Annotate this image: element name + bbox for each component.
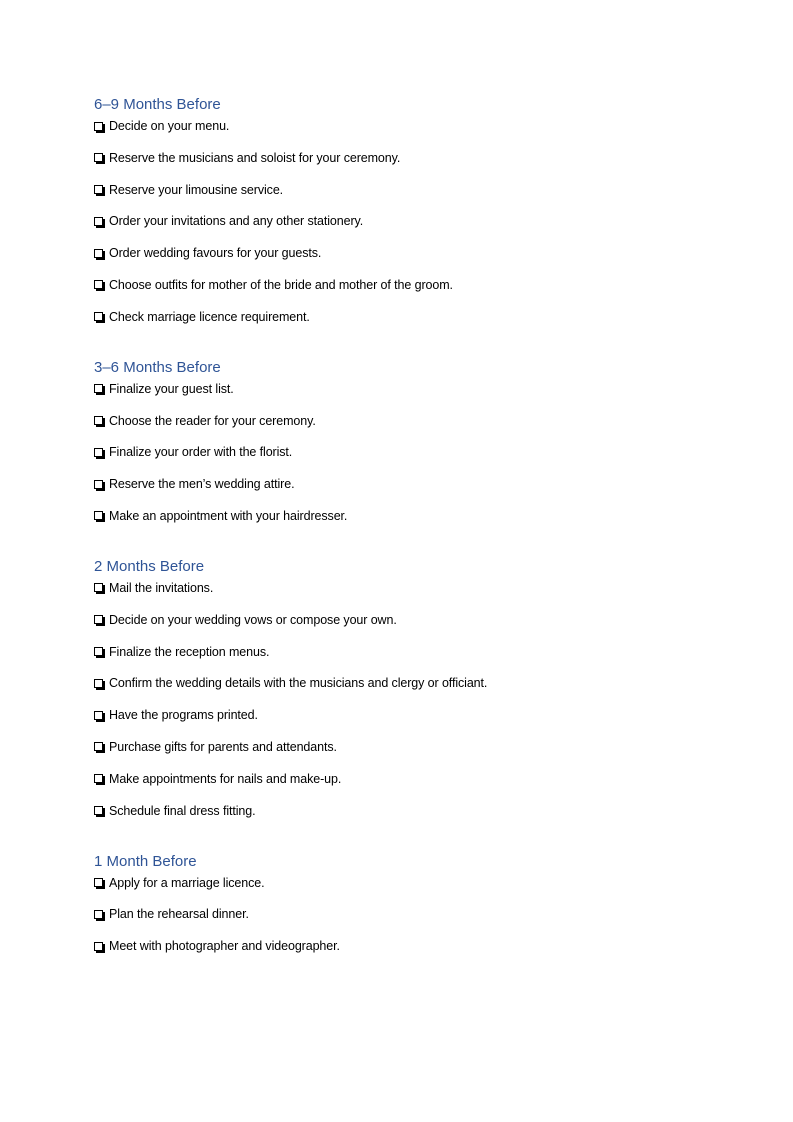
checklist-item bbox=[94, 118, 714, 134]
checklist-item-text: Order your invitations and any other stationery. bbox=[109, 214, 364, 229]
checkbox-icon bbox=[94, 806, 103, 815]
checklist-item bbox=[94, 444, 714, 460]
checklist-item-text: Mail the invitations. bbox=[109, 580, 214, 595]
checklist-item bbox=[94, 476, 714, 492]
checkbox-icon bbox=[94, 511, 103, 520]
checkbox-icon bbox=[94, 122, 103, 131]
checklist-item-text: Finalize the reception menus. bbox=[109, 644, 270, 659]
checklist-item bbox=[94, 707, 714, 723]
section-6-9-months bbox=[94, 95, 714, 325]
checkbox-icon bbox=[94, 742, 103, 751]
checklist-item bbox=[94, 381, 714, 397]
checklist-item bbox=[94, 906, 714, 922]
checklist-item bbox=[94, 309, 714, 325]
checkbox-icon bbox=[94, 647, 103, 656]
checklist-item bbox=[94, 644, 714, 660]
checkbox-icon bbox=[94, 448, 103, 457]
checklist-item bbox=[94, 675, 714, 691]
checkbox-icon bbox=[94, 480, 103, 489]
document-page bbox=[94, 95, 714, 954]
checkbox-icon bbox=[94, 312, 103, 321]
checkbox-icon bbox=[94, 153, 103, 162]
checklist-item bbox=[94, 182, 714, 198]
checklist-item-text: Choose the reader for your ceremony. bbox=[109, 413, 316, 428]
checklist-item-text: Decide on your menu. bbox=[109, 119, 230, 133]
checklist-item-text: Choose outfits for mother of the bride and mother of the groom. bbox=[109, 277, 453, 292]
checklist-item bbox=[94, 508, 714, 524]
section-heading: 1 Month Before bbox=[94, 852, 197, 870]
checklist-item-text: Finalize your order with the florist. bbox=[109, 445, 293, 460]
checkbox-icon bbox=[94, 384, 103, 393]
checklist-item-text: Confirm the wedding details with the musicians and clergy or officiant. bbox=[109, 676, 488, 691]
checklist-item-text: Reserve the men’s wedding attire. bbox=[109, 477, 295, 492]
section-heading: 2 Months Before bbox=[94, 557, 205, 575]
checkbox-icon bbox=[94, 416, 103, 425]
section-heading: 6–9 Months Before bbox=[94, 96, 221, 113]
checklist-item bbox=[94, 771, 714, 787]
checklist-item-text: Finalize your guest list. bbox=[109, 381, 234, 396]
checklist-item bbox=[94, 612, 714, 628]
checkbox-icon bbox=[94, 774, 103, 783]
checklist-item-text: Schedule final dress fitting. bbox=[109, 803, 256, 818]
checkbox-icon bbox=[94, 249, 103, 258]
checklist-item-text: Check marriage licence requirement. bbox=[109, 309, 310, 324]
checklist-item bbox=[94, 580, 714, 596]
checklist-item-text: Make an appointment with your hairdresser. bbox=[109, 508, 348, 523]
checklist bbox=[94, 118, 714, 325]
checklist-item bbox=[94, 938, 714, 954]
checkbox-icon bbox=[94, 185, 103, 194]
checklist-item-text: Apply for a marriage licence. bbox=[109, 875, 265, 890]
checklist-item bbox=[94, 245, 714, 261]
checkbox-icon bbox=[94, 280, 103, 289]
checkbox-icon bbox=[94, 942, 103, 951]
section-1-month bbox=[94, 852, 714, 955]
checklist-item bbox=[94, 803, 714, 819]
checklist-item-text: Reserve your limousine service. bbox=[109, 182, 284, 197]
checklist-item bbox=[94, 277, 714, 293]
checkbox-icon bbox=[94, 878, 103, 887]
checklist bbox=[94, 875, 714, 955]
checkbox-icon bbox=[94, 615, 103, 624]
checklist-item-text: Reserve the musicians and soloist for your ceremony. bbox=[109, 150, 401, 165]
checkbox-icon bbox=[94, 711, 103, 720]
checklist-item-text: Order wedding favours for your guests. bbox=[109, 246, 322, 261]
section-heading: 3–6 Months Before bbox=[94, 358, 221, 376]
checklist-item bbox=[94, 213, 714, 229]
checklist-item bbox=[94, 875, 714, 891]
checklist-item-text: Plan the rehearsal dinner. bbox=[109, 907, 249, 922]
checklist-item-text: Have the programs printed. bbox=[109, 708, 258, 723]
checklist bbox=[94, 580, 714, 819]
checklist-item-text: Meet with photographer and videographer. bbox=[109, 939, 340, 954]
checkbox-icon bbox=[94, 583, 103, 592]
section-2-months bbox=[94, 557, 714, 819]
checklist bbox=[94, 381, 714, 524]
checkbox-icon bbox=[94, 217, 103, 226]
checklist-item-text: Make appointments for nails and make-up. bbox=[109, 771, 342, 786]
checklist-item bbox=[94, 413, 714, 429]
checkbox-icon bbox=[94, 679, 103, 688]
checklist-item-text: Decide on your wedding vows or compose your own. bbox=[109, 612, 397, 627]
checklist-item bbox=[94, 739, 714, 755]
checkbox-icon bbox=[94, 910, 103, 919]
section-3-6-months bbox=[94, 358, 714, 524]
checklist-item-text: Purchase gifts for parents and attendants. bbox=[109, 739, 337, 754]
checklist-item bbox=[94, 150, 714, 166]
